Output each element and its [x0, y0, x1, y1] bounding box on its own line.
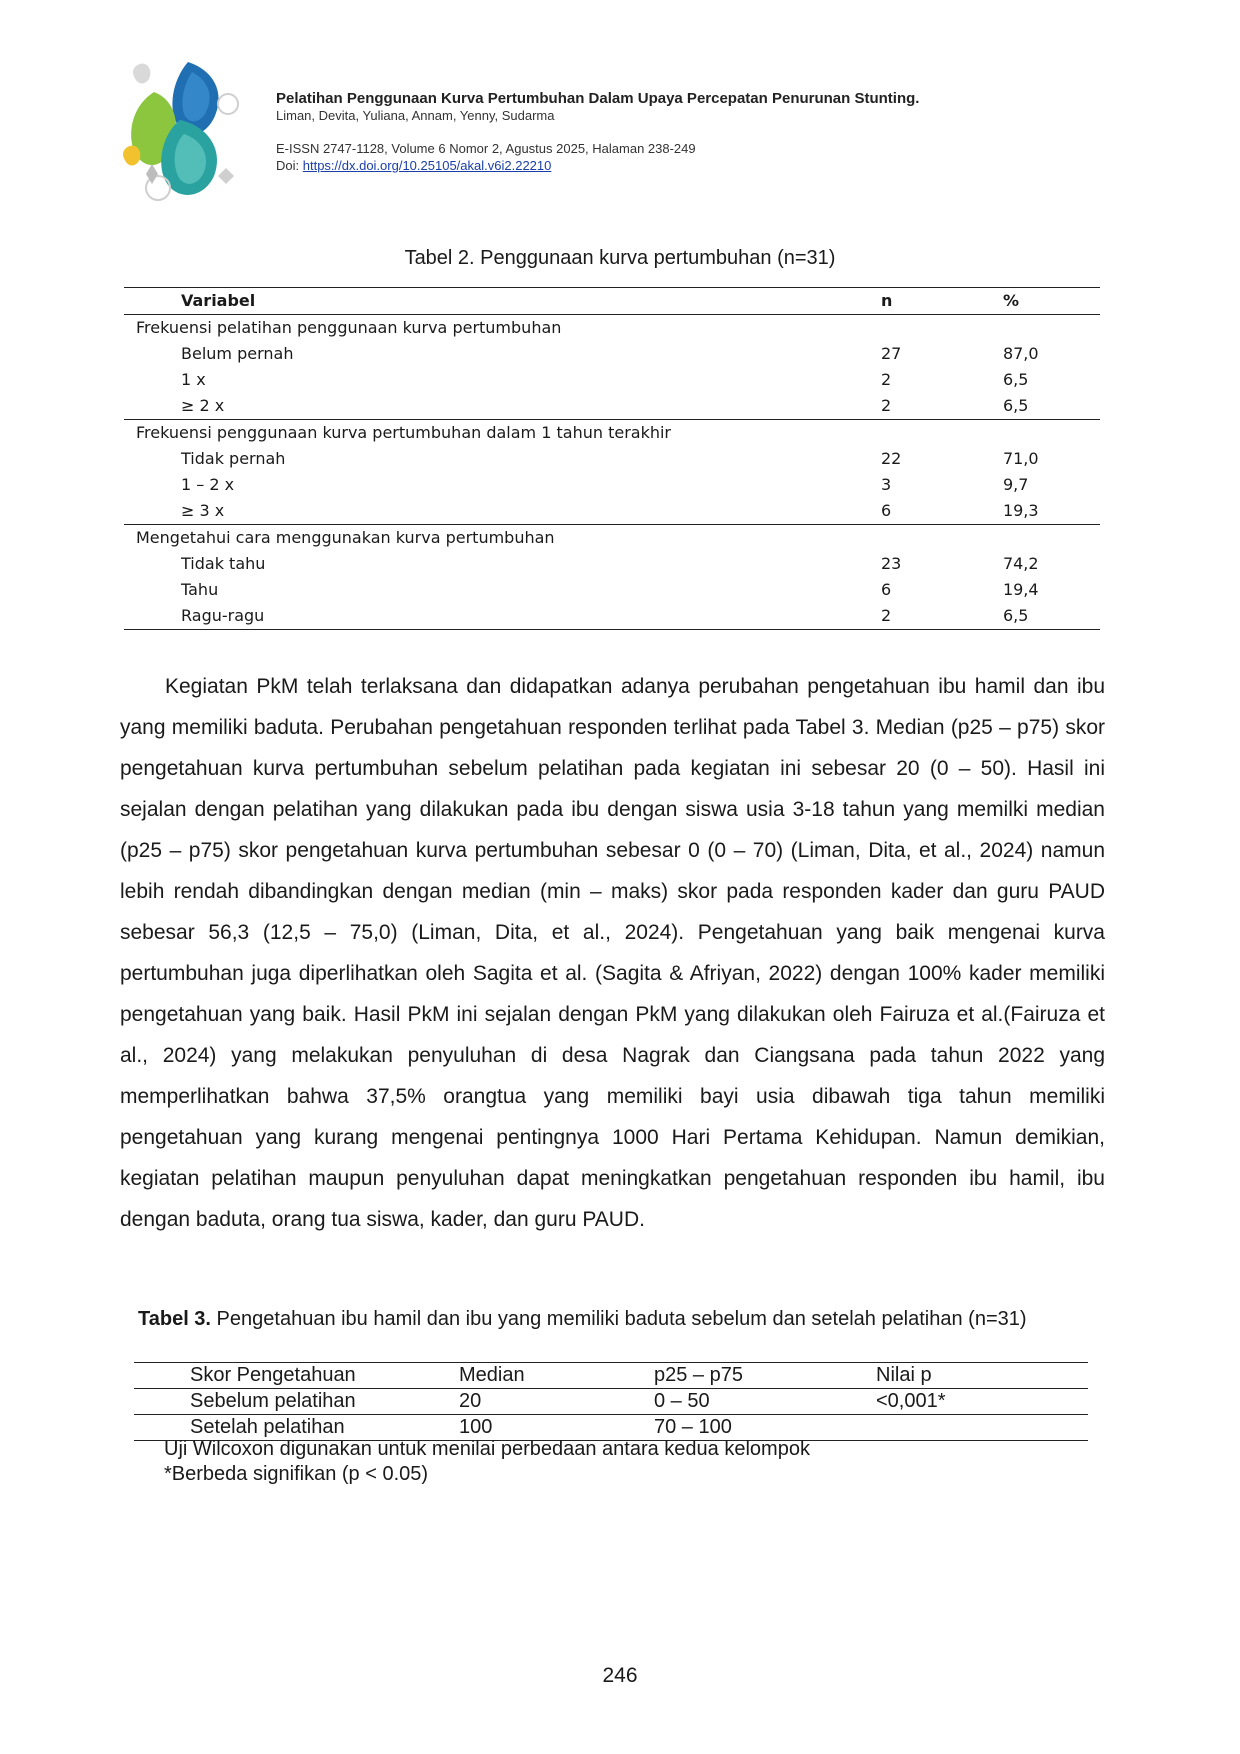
table-row: [124, 367, 1100, 393]
table2-caption: [0, 247, 1240, 270]
row-label: 1 x: [181, 370, 206, 389]
row-label: Tidak tahu: [181, 554, 266, 573]
article-title: Pelatihan Penggunaan Kurva Pertumbuhan Dalam Upaya Percepatan Penurunan Stunting.: [276, 90, 920, 107]
group-title: Frekuensi penggunaan kurva pertumbuhan dalam 1 tahun terakhir: [124, 420, 1100, 447]
row-n: 2: [881, 396, 892, 415]
row-n: 27: [881, 344, 902, 363]
article-doi: [276, 157, 919, 174]
row-n: 2: [881, 370, 892, 389]
row-label: 1 – 2 x: [181, 475, 235, 494]
table-row: [124, 551, 1100, 577]
cell: <0,001*: [876, 1389, 1088, 1415]
logo-ornament-icon: [123, 62, 238, 200]
table2-caption-label: Tabel 2.: [404, 247, 475, 269]
row-pct: 6,5: [1002, 370, 1029, 389]
page-number: 246: [602, 1664, 638, 1687]
row-pct: 19,3: [1002, 501, 1039, 520]
group-row: [124, 525, 1100, 552]
group-title: Frekuensi pelatihan penggunaan kurva pertumbuhan: [136, 318, 562, 337]
table2-caption-text: Penggunaan kurva pertumbuhan (n=31): [474, 247, 836, 269]
row-n: 23: [881, 554, 902, 573]
group-title: Mengetahui cara menggunakan kurva pertumbuhan: [124, 525, 1100, 552]
table3: [134, 1362, 1088, 1441]
row-pct: 87,0: [1002, 344, 1039, 363]
row-label: Tahu: [181, 580, 219, 599]
group-row: [124, 315, 1100, 342]
table-row: [124, 498, 1100, 525]
row-pct: 6,5: [1002, 396, 1029, 415]
journal-issn: E-ISSN 2747-1128, Volume 6 Nomor 2, Agustus 2025, Halaman 238-249: [276, 141, 696, 156]
row-label: Tidak pernah: [181, 449, 286, 468]
table-row: [124, 472, 1100, 498]
row-n: 6: [881, 501, 892, 520]
column-header: Nilai p: [876, 1363, 1088, 1389]
group-row: [124, 420, 1100, 447]
table-row: [124, 341, 1100, 367]
doi-label: Doi:: [276, 158, 303, 173]
row-label: ≥ 3 x: [181, 501, 225, 520]
column-header: n: [755, 288, 1003, 315]
table3-footnote: *Berbeda signifikan (p < 0.05): [164, 1463, 429, 1485]
row-pct: 74,2: [1002, 554, 1039, 573]
table-header-row: [134, 1363, 1088, 1389]
row-pct: 6,5: [1003, 603, 1100, 630]
row-label: Belum pernah: [181, 344, 294, 363]
row-n: 2: [755, 603, 1003, 630]
cell: Sebelum pelatihan: [134, 1389, 459, 1415]
row-label: Ragu-ragu: [124, 603, 755, 630]
table-row: [134, 1389, 1088, 1415]
cell: 100: [459, 1415, 654, 1441]
table3-caption-label: Tabel 3.: [138, 1308, 211, 1330]
row-n: 22: [881, 449, 902, 468]
table-header-row: [124, 288, 1100, 315]
doi-link[interactable]: https://dx.doi.org/10.25105/akal.v6i2.22210: [302, 158, 552, 173]
column-header: Variabel: [124, 288, 755, 315]
cell: Setelah pelatihan: [134, 1415, 459, 1441]
cell: 20: [459, 1389, 654, 1415]
column-header: p25 – p75: [654, 1363, 876, 1389]
column-header: Skor Pengetahuan: [134, 1363, 459, 1389]
table3-caption-text: Pengetahuan ibu hamil dan ibu yang memiliki baduta sebelum dan setelah pelatihan (n=31): [211, 1308, 1027, 1330]
cell: [876, 1415, 1088, 1441]
cell: 70 – 100: [654, 1415, 876, 1441]
table-row: [124, 393, 1100, 420]
table-row: [124, 603, 1100, 630]
table-row: [124, 446, 1100, 472]
row-pct: 19,4: [1002, 580, 1039, 599]
row-label: ≥ 2 x: [181, 396, 225, 415]
table3-caption: [138, 1308, 1027, 1331]
table-row: [124, 577, 1100, 603]
running-header: [276, 90, 919, 174]
cell: 0 – 50: [654, 1389, 876, 1415]
article-authors: Liman, Devita, Yuliana, Annam, Yenny, Sudarma: [276, 108, 555, 123]
body-paragraph: Kegiatan PkM telah terlaksana dan didapatkan adanya perubahan pengetahuan ibu hamil dan ibu yang memiliki baduta. Perubahan pengetahuan responden terlihat pada Tabel 3. Median (p25 – p75) skor pengetahuan kurva pertumbuhan sebelum pelatihan pada kegiatan ini sebesar 20 (0 – 50). Hasil ini sejalan dengan pelatihan yang dilakukan pada ibu dengan siswa usia 3-18 tahun yang memilki median (p25 – p75) skor pengetahuan kurva pertumbuhan sebesar 0 (0 – 70) (Liman, Dita, et al., 2024) namun lebih rendah dibandingkan dengan median (min – maks) skor pada responden kader dan guru PAUD sebesar 56,3 (12,5 – 75,0) (Liman, Dita, et al., 2024). Pengetahuan yang baik mengenai kurva pertumbuhan juga diperlihatkan oleh Sagita et al. (Sagita & Afriyan, 2022) dengan 100% kader memiliki pengetahuan yang baik. Hasil PkM ini sejalan dengan PkM yang dilakukan oleh Fairuza et al.(Fairuza et al., 2024) yang melakukan penyuluhan di desa Nagrak dan Ciangsana pada tahun 2022 yang memperlihatkan bahwa 37,5% orangtua yang memiliki bayi usia dibawah tiga tahun memiliki pengetahuan yang kurang mengenai pentingnya 1000 Hari Pertama Kehidupan. Namun demikian, kegiatan pelatihan maupun penyuluhan dapat meningkatkan pengetahuan responden ibu hamil, ibu dengan baduta, orang tua siswa, kader, dan guru PAUD.: [120, 675, 1105, 1231]
row-n: 3: [881, 475, 892, 494]
column-header: %: [1003, 288, 1100, 315]
journal-logo: [118, 56, 248, 208]
row-pct: 9,7: [1002, 475, 1029, 494]
table2: [124, 287, 1100, 630]
column-header: Median: [459, 1363, 654, 1389]
row-pct: 71,0: [1002, 449, 1039, 468]
row-n: 6: [881, 580, 892, 599]
table3-note: Uji Wilcoxon digunakan untuk menilai perbedaan antara kedua kelompok: [164, 1438, 810, 1460]
